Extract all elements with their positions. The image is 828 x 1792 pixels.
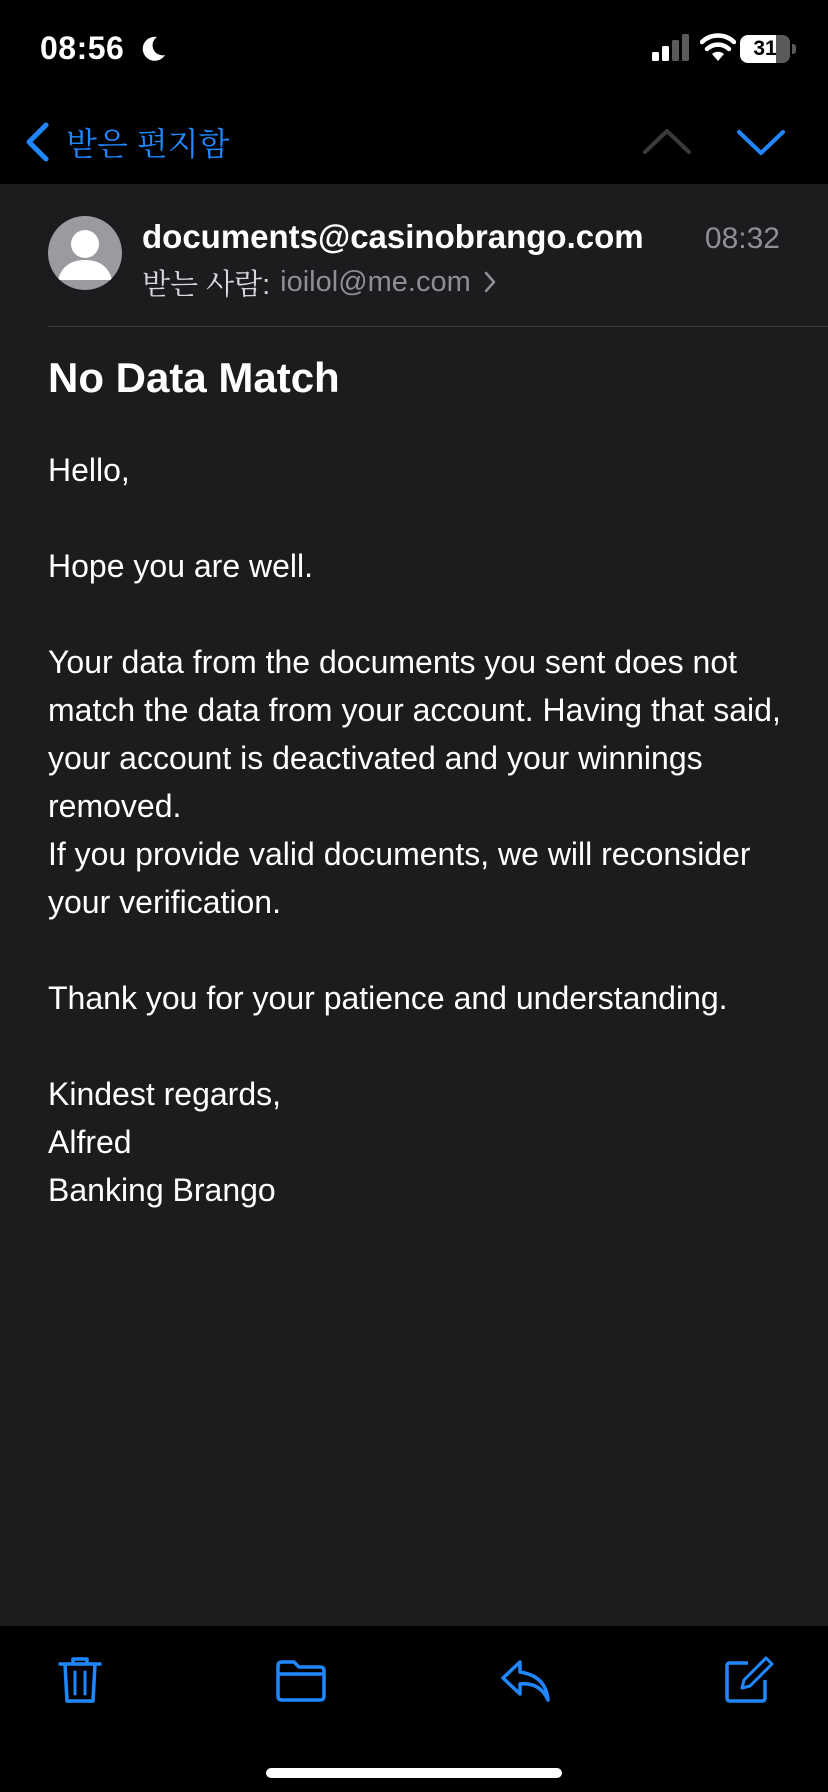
- recipient-label: 받는 사람:: [142, 268, 271, 301]
- battery-level: 31: [753, 37, 777, 60]
- chevron-up-icon: [640, 120, 694, 164]
- reply-icon: [498, 1654, 554, 1706]
- person-icon: [48, 216, 122, 290]
- message-subject: No Data Match: [48, 354, 340, 401]
- body-line: Thank you for your patience and understanding.: [48, 980, 728, 1016]
- status-bar: [0, 0, 828, 100]
- body-signoff: Kindest regards,: [48, 1076, 282, 1112]
- recipient-address[interactable]: ioilol@me.com: [280, 265, 471, 298]
- reply-button[interactable]: [498, 1654, 554, 1706]
- header-divider: [48, 326, 828, 327]
- chevron-down-icon: [734, 120, 788, 164]
- message-view: [0, 184, 828, 1626]
- signature-name: Alfred: [48, 1124, 132, 1160]
- message-body: [48, 446, 798, 1214]
- avatar[interactable]: [48, 216, 122, 290]
- move-to-folder-button[interactable]: [274, 1654, 328, 1706]
- trash-icon: [54, 1654, 106, 1706]
- status-time: 08:56: [40, 30, 125, 66]
- sender-address[interactable]: documents@casinobrango.com: [142, 218, 644, 255]
- signal-icon: [652, 34, 692, 62]
- chevron-right-icon: [483, 270, 497, 294]
- body-greeting: Hello,: [48, 452, 130, 488]
- compose-button[interactable]: [722, 1654, 776, 1706]
- recipient-row[interactable]: [142, 262, 497, 302]
- folder-icon: [274, 1654, 328, 1706]
- compose-icon: [722, 1654, 776, 1706]
- home-indicator[interactable]: [266, 1768, 562, 1778]
- battery-cap: [792, 44, 796, 54]
- previous-message-button[interactable]: [640, 120, 694, 164]
- body-line: If you provide valid documents, we will reconsider your verification.: [48, 836, 751, 920]
- chevron-left-icon: [24, 121, 50, 163]
- body-line: Hope you are well.: [48, 548, 314, 584]
- message-time: 08:32: [704, 222, 780, 255]
- back-label: 받은 편지함: [66, 126, 230, 162]
- body-line: Your data from the documents you sent does not match the data from your account. Having that said, your account is deactivated and your winnings removed.: [48, 644, 781, 824]
- battery-icon: [740, 35, 790, 63]
- wifi-icon: [700, 32, 736, 62]
- next-message-button[interactable]: [734, 120, 788, 164]
- moon-icon: [138, 34, 168, 64]
- navigation-bar: [0, 100, 828, 184]
- back-to-inbox-button[interactable]: [24, 114, 229, 170]
- signature-team: Banking Brango: [48, 1172, 276, 1208]
- delete-button[interactable]: [54, 1654, 106, 1706]
